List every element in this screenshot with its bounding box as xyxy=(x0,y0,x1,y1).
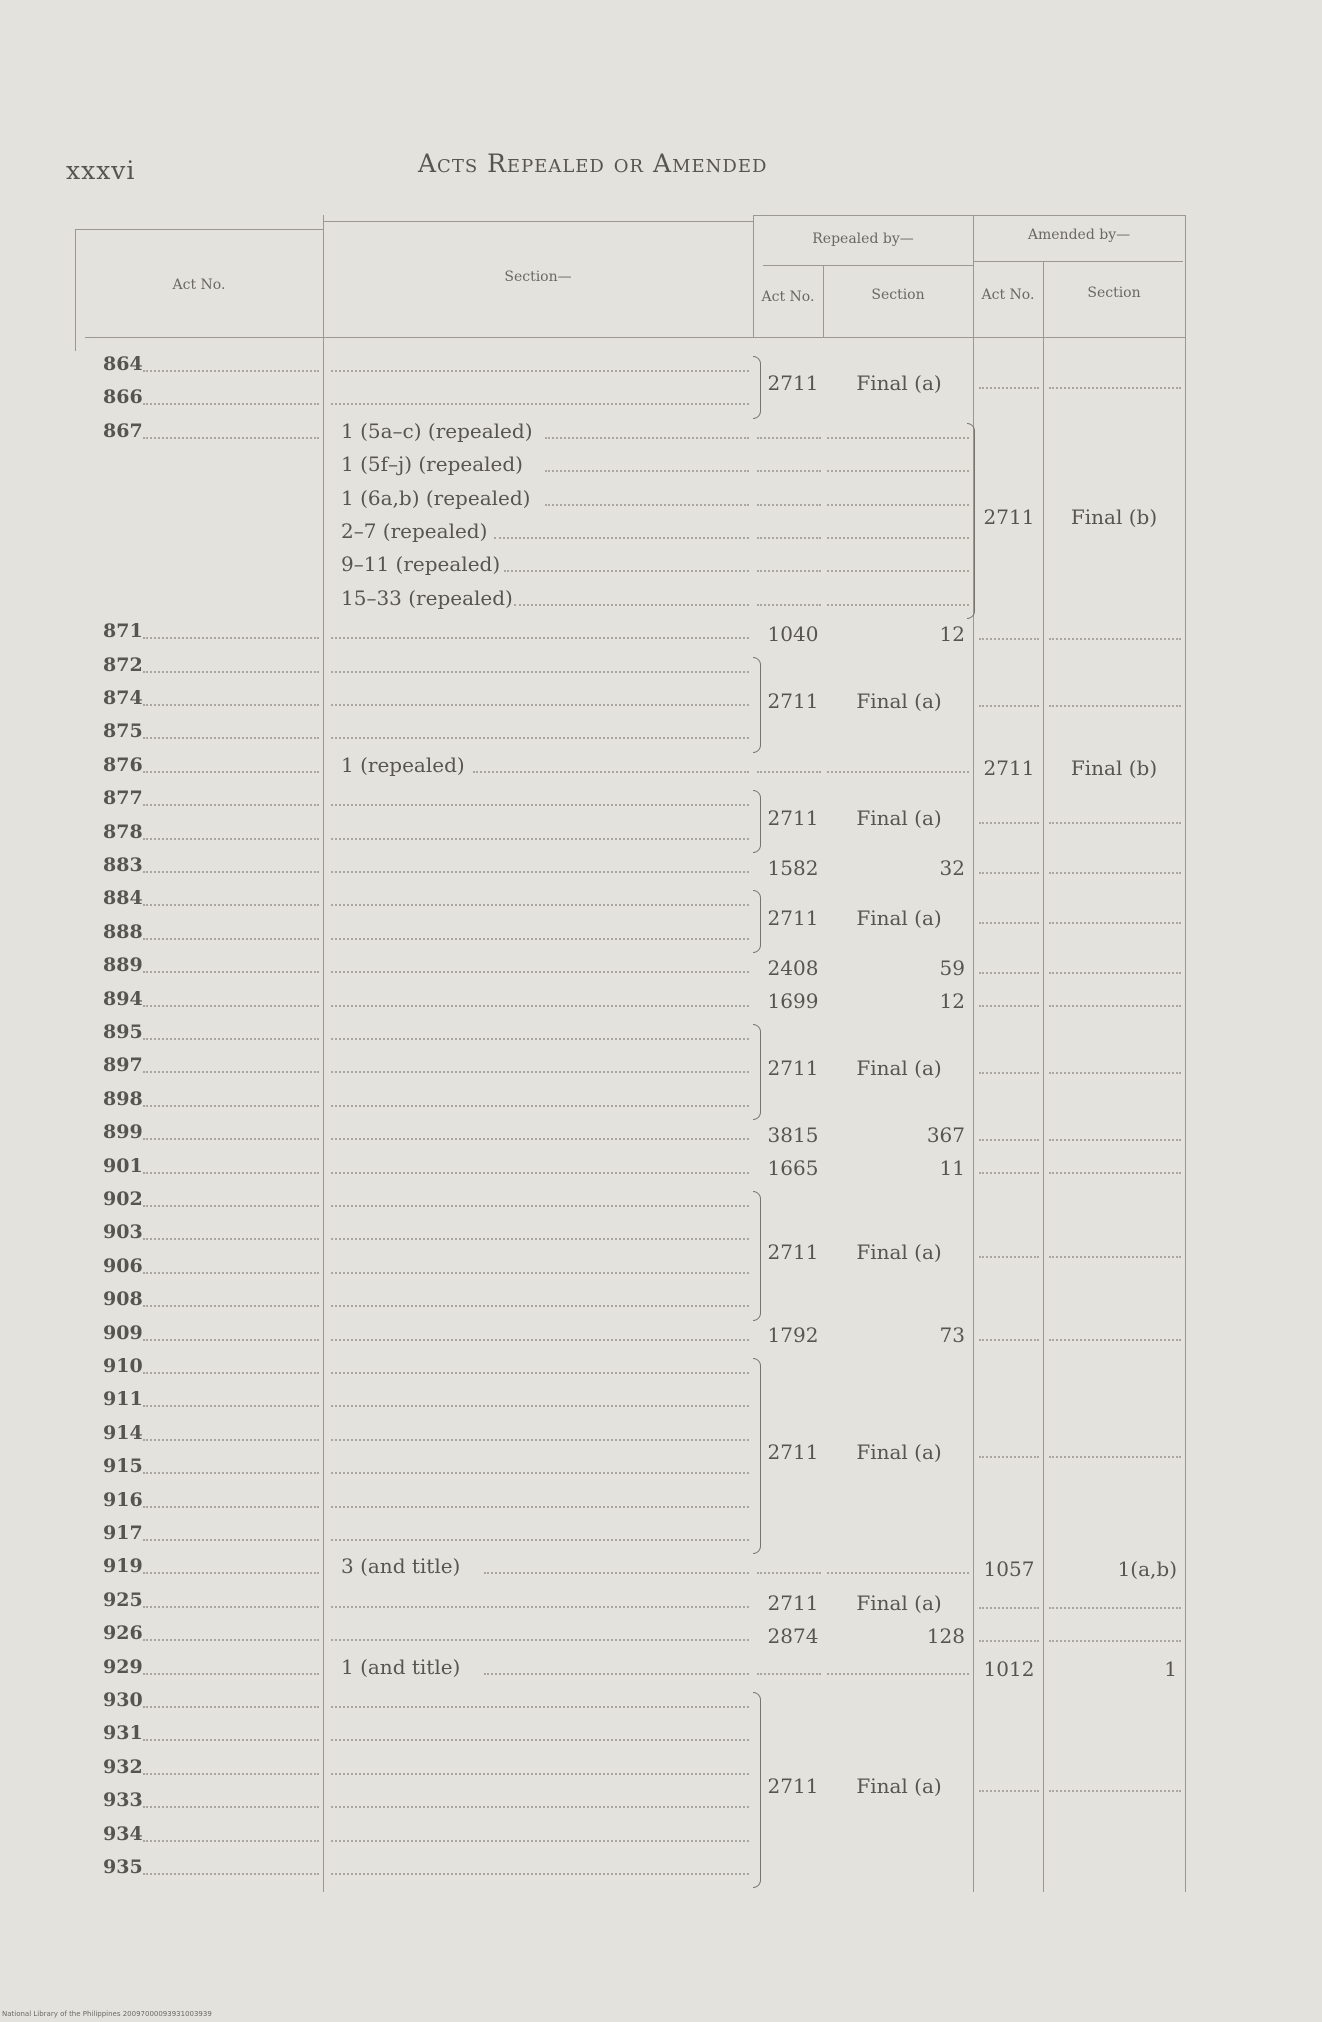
dot-leader xyxy=(143,1739,319,1741)
dot-leader xyxy=(331,1071,749,1073)
act-number: 919 xyxy=(103,1555,143,1578)
dot-leader xyxy=(979,1139,1039,1141)
dot-leader xyxy=(1049,1790,1181,1792)
dot-leader xyxy=(143,1172,319,1174)
dot-leader xyxy=(331,1539,749,1541)
repealed-section: Final (a) xyxy=(856,805,942,830)
dot-leader xyxy=(473,771,749,773)
dot-leader xyxy=(494,537,749,539)
dot-leader xyxy=(331,1272,749,1274)
act-number: 871 xyxy=(103,620,143,643)
dot-leader xyxy=(827,1572,969,1574)
dot-leader xyxy=(143,1773,319,1775)
repealed-act-number: 1582 xyxy=(767,855,819,880)
acts-table xyxy=(75,209,1185,1878)
dot-leader xyxy=(1049,1172,1181,1174)
act-number: 933 xyxy=(103,1789,143,1812)
section-text: 1 (repealed) xyxy=(341,752,465,777)
dot-leader xyxy=(979,1456,1039,1458)
dot-leader xyxy=(143,1439,319,1441)
dot-leader xyxy=(1049,1072,1181,1074)
dot-leader xyxy=(143,1673,319,1675)
dot-leader xyxy=(143,1405,319,1407)
repealed-section: Final (a) xyxy=(856,905,942,930)
amended-group-underline xyxy=(973,261,1183,262)
dot-leader xyxy=(331,1439,749,1441)
act-number: 915 xyxy=(103,1455,143,1478)
section-text: 2–7 (repealed) xyxy=(341,519,488,543)
repealed-section: 59 xyxy=(939,955,965,980)
dot-leader xyxy=(143,1005,319,1007)
dot-leader xyxy=(143,1238,319,1240)
repealed-section: Final (a) xyxy=(856,371,942,396)
dot-leader xyxy=(331,403,749,405)
dot-leader xyxy=(331,838,749,840)
repealed-section: 73 xyxy=(939,1323,965,1348)
repealed-act-number: 1699 xyxy=(767,989,819,1014)
act-number: 932 xyxy=(103,1755,143,1778)
repealed-section: Final (a) xyxy=(856,1239,942,1264)
dot-leader xyxy=(143,804,319,806)
dot-leader xyxy=(143,671,319,673)
grouping-brace xyxy=(967,423,975,619)
dot-leader xyxy=(143,1572,319,1574)
act-number: 914 xyxy=(103,1421,143,1444)
act-number: 883 xyxy=(103,854,143,876)
dot-leader xyxy=(484,1673,749,1675)
act-number: 878 xyxy=(103,820,143,843)
column-divider xyxy=(323,337,324,1892)
repealed-section: Final (a) xyxy=(856,1590,942,1615)
dot-leader xyxy=(757,570,821,572)
repealed-act-number: 2711 xyxy=(767,1056,819,1081)
dot-leader xyxy=(484,1572,749,1574)
dot-leader xyxy=(143,1806,319,1808)
dot-leader xyxy=(143,1472,319,1474)
dot-leader xyxy=(143,704,319,706)
dot-leader xyxy=(979,1339,1039,1341)
dot-leader xyxy=(331,1305,749,1307)
dot-leader xyxy=(1049,638,1181,640)
dot-leader xyxy=(331,1739,749,1741)
dot-leader xyxy=(979,1172,1039,1174)
dot-leader xyxy=(331,1172,749,1174)
repealed-act-number: 1792 xyxy=(767,1323,819,1348)
act-number: 898 xyxy=(103,1087,143,1110)
repealed-section: 367 xyxy=(926,1122,965,1147)
act-number: 894 xyxy=(103,987,143,1010)
header-bottom-border xyxy=(85,337,1185,338)
dot-leader xyxy=(143,1372,319,1374)
dot-leader xyxy=(979,1790,1039,1792)
table-top-border xyxy=(323,221,753,222)
dot-leader xyxy=(545,470,749,472)
scan-footer: National Library of the Philippines 20097000093931003939 xyxy=(2,2010,212,2018)
dot-leader xyxy=(331,804,749,806)
act-number: 930 xyxy=(103,1689,143,1711)
dot-leader xyxy=(331,1606,749,1608)
act-number: 875 xyxy=(103,720,143,743)
grouping-brace xyxy=(753,657,761,753)
page-number: xxxvi xyxy=(66,156,136,185)
table-top-border xyxy=(75,229,323,230)
act-number: 902 xyxy=(103,1188,143,1210)
dot-leader xyxy=(143,1873,319,1875)
repealed-act-number: 2408 xyxy=(767,955,819,980)
dot-leader xyxy=(1049,1456,1181,1458)
header-amended-by: Amended by— xyxy=(1027,227,1131,243)
header-section: Section— xyxy=(504,269,572,285)
dot-leader xyxy=(331,1405,749,1407)
dot-leader xyxy=(143,1038,319,1040)
grouping-brace xyxy=(753,1191,761,1321)
act-number: 935 xyxy=(103,1856,143,1878)
dot-leader xyxy=(1049,1256,1181,1258)
column-divider xyxy=(1185,337,1186,1892)
act-number: 899 xyxy=(103,1121,143,1144)
dot-leader xyxy=(979,1072,1039,1074)
dot-leader xyxy=(545,437,749,439)
dot-leader xyxy=(1049,872,1181,874)
section-text: 1 (6a,b) (repealed) xyxy=(341,485,531,510)
dot-leader xyxy=(143,1539,319,1541)
act-number: 867 xyxy=(103,419,143,442)
amended-act-number: 2711 xyxy=(983,505,1035,529)
dot-leader xyxy=(1049,1607,1181,1609)
act-number: 931 xyxy=(103,1722,143,1745)
dot-leader xyxy=(514,604,749,606)
dot-leader xyxy=(1049,1139,1181,1141)
dot-leader xyxy=(504,570,749,572)
section-text: 9–11 (repealed) xyxy=(341,552,501,577)
act-number: 866 xyxy=(103,386,143,409)
column-divider xyxy=(1043,337,1044,1892)
dot-leader xyxy=(827,771,969,773)
act-number: 897 xyxy=(103,1054,143,1077)
dot-leader xyxy=(979,972,1039,974)
dot-leader xyxy=(143,904,319,906)
repealed-section: 11 xyxy=(939,1156,965,1181)
repealed-section: 32 xyxy=(939,855,965,880)
dot-leader xyxy=(331,1372,749,1374)
act-number: 903 xyxy=(103,1221,143,1244)
dot-leader xyxy=(331,1773,749,1775)
amended-act-number: 2711 xyxy=(983,755,1035,780)
dot-leader xyxy=(331,938,749,940)
dot-leader xyxy=(143,737,319,739)
dot-leader xyxy=(757,504,821,506)
act-number: 888 xyxy=(103,920,143,943)
header-repealed-section: Section xyxy=(871,287,925,303)
repealed-act-number: 2711 xyxy=(767,1239,819,1264)
act-number: 934 xyxy=(103,1822,143,1845)
header-repealed-by: Repealed by— xyxy=(812,231,914,247)
dot-leader xyxy=(1049,1339,1181,1341)
dot-leader xyxy=(143,1639,319,1641)
repealed-section: 12 xyxy=(939,989,965,1014)
dot-leader xyxy=(827,470,969,472)
dot-leader xyxy=(1049,1005,1181,1007)
dot-leader xyxy=(827,604,969,606)
repealed-act-number: 2711 xyxy=(767,1440,819,1465)
dot-leader xyxy=(143,938,319,940)
dot-leader xyxy=(979,705,1039,707)
dot-leader xyxy=(143,1105,319,1107)
act-number: 884 xyxy=(103,887,143,910)
grouping-brace xyxy=(753,356,761,419)
grouping-brace xyxy=(753,1358,761,1554)
dot-leader xyxy=(331,370,749,372)
dot-leader xyxy=(757,604,821,606)
dot-leader xyxy=(331,1205,749,1207)
dot-leader xyxy=(331,871,749,873)
section-text: 15–33 (repealed) xyxy=(341,585,513,610)
dot-leader xyxy=(331,1806,749,1808)
act-number: 917 xyxy=(103,1522,143,1544)
page-title: Acts Repealed or Amended xyxy=(418,149,768,178)
dot-leader xyxy=(331,1506,749,1508)
amended-act-number: 1012 xyxy=(983,1657,1035,1682)
act-number: 906 xyxy=(103,1254,143,1277)
grouping-brace xyxy=(753,1692,761,1888)
dot-leader xyxy=(331,671,749,673)
dot-leader xyxy=(979,1256,1039,1258)
dot-leader xyxy=(331,1005,749,1007)
repealed-act-number: 2711 xyxy=(767,905,819,930)
repealed-act-number: 2711 xyxy=(767,1590,819,1615)
grouping-brace xyxy=(753,790,761,853)
dot-leader xyxy=(979,1640,1039,1642)
dot-leader xyxy=(979,638,1039,640)
repealed-act-number: 1665 xyxy=(767,1156,819,1181)
section-text: 1 (5a–c) (repealed) xyxy=(341,418,533,443)
header-repealed-act-no: Act No. xyxy=(761,289,815,305)
dot-leader xyxy=(1049,972,1181,974)
act-number: 926 xyxy=(103,1622,143,1645)
dot-leader xyxy=(979,922,1039,924)
dot-leader xyxy=(979,822,1039,824)
repealed-section: 128 xyxy=(926,1623,965,1648)
dot-leader xyxy=(331,1639,749,1641)
dot-leader xyxy=(1049,705,1181,707)
dot-leader xyxy=(331,637,749,639)
column-divider xyxy=(1185,215,1186,337)
dot-leader xyxy=(757,1673,821,1675)
dot-leader xyxy=(1049,922,1181,924)
dot-leader xyxy=(143,403,319,405)
dot-leader xyxy=(143,437,319,439)
dot-leader xyxy=(757,537,821,539)
dot-leader xyxy=(143,1272,319,1274)
dot-leader xyxy=(331,1840,749,1842)
dot-leader xyxy=(979,872,1039,874)
dot-leader xyxy=(143,1706,319,1708)
repealed-section: Final (a) xyxy=(856,1440,942,1465)
act-number: 929 xyxy=(103,1655,143,1678)
dot-leader xyxy=(331,1472,749,1474)
repealed-section: 12 xyxy=(939,621,965,646)
repealed-section: Final (a) xyxy=(856,1774,942,1799)
dot-leader xyxy=(1049,822,1181,824)
dot-leader xyxy=(757,771,821,773)
grouping-brace xyxy=(753,1024,761,1120)
dot-leader xyxy=(331,1706,749,1708)
amended-section: Final (b) xyxy=(1070,505,1158,529)
dot-leader xyxy=(331,1038,749,1040)
dot-leader xyxy=(827,504,969,506)
dot-leader xyxy=(143,1305,319,1307)
repealed-act-number: 2711 xyxy=(767,805,819,830)
act-number: 864 xyxy=(103,353,143,375)
dot-leader xyxy=(143,1205,319,1207)
dot-leader xyxy=(1049,1640,1181,1642)
act-number: 910 xyxy=(103,1355,143,1377)
dot-leader xyxy=(979,1005,1039,1007)
dot-leader xyxy=(331,737,749,739)
dot-leader xyxy=(331,1238,749,1240)
act-number: 889 xyxy=(103,954,143,977)
dot-leader xyxy=(979,387,1039,389)
dot-leader xyxy=(827,1673,969,1675)
act-number: 925 xyxy=(103,1588,143,1611)
amended-section: Final (b) xyxy=(1070,755,1158,780)
section-text: 1 (5f–j) (repealed) xyxy=(341,452,523,477)
dot-leader xyxy=(143,1071,319,1073)
amended-section: 1(a,b) xyxy=(1117,1557,1177,1582)
dot-leader xyxy=(979,1607,1039,1609)
act-number: 908 xyxy=(103,1288,143,1311)
dot-leader xyxy=(757,1572,821,1574)
repealed-act-number: 1040 xyxy=(767,621,819,646)
dot-leader xyxy=(331,1339,749,1341)
repealed-act-number: 3815 xyxy=(767,1122,819,1147)
dot-leader xyxy=(143,1606,319,1608)
dot-leader xyxy=(143,370,319,372)
section-text: 1 (and title) xyxy=(341,1654,461,1679)
repealed-group-underline xyxy=(763,265,973,266)
section-text: 3 (and title) xyxy=(341,1554,461,1579)
dot-leader xyxy=(331,704,749,706)
dot-leader xyxy=(757,470,821,472)
dot-leader xyxy=(143,1339,319,1341)
dot-leader xyxy=(143,838,319,840)
dot-leader xyxy=(143,871,319,873)
dot-leader xyxy=(827,437,969,439)
header-amended-act-no: Act No. xyxy=(981,287,1035,303)
dot-leader xyxy=(827,570,969,572)
table-top-border xyxy=(753,215,1185,216)
dot-leader xyxy=(827,537,969,539)
dot-leader xyxy=(143,1840,319,1842)
amended-section: 1 xyxy=(1164,1657,1177,1682)
dot-leader xyxy=(143,971,319,973)
dot-leader xyxy=(143,771,319,773)
act-number: 911 xyxy=(103,1388,143,1411)
dot-leader xyxy=(143,1138,319,1140)
act-number: 874 xyxy=(103,687,143,709)
header-amended-section: Section xyxy=(1087,285,1141,301)
repealed-act-number: 2711 xyxy=(767,371,819,396)
dot-leader xyxy=(331,1105,749,1107)
dot-leader xyxy=(331,904,749,906)
repealed-section: Final (a) xyxy=(856,688,942,713)
header-act-no: Act No. xyxy=(172,277,226,293)
dot-leader xyxy=(545,504,749,506)
act-number: 872 xyxy=(103,653,143,676)
dot-leader xyxy=(143,1506,319,1508)
repealed-section: Final (a) xyxy=(856,1056,942,1081)
dot-leader xyxy=(143,637,319,639)
grouping-brace xyxy=(753,890,761,953)
act-number: 895 xyxy=(103,1021,143,1043)
act-number: 876 xyxy=(103,753,143,776)
act-number: 877 xyxy=(103,787,143,810)
repealed-act-number: 2874 xyxy=(767,1623,819,1648)
repealed-act-number: 2711 xyxy=(767,1774,819,1799)
repealed-act-number: 2711 xyxy=(767,688,819,713)
act-number: 916 xyxy=(103,1488,143,1511)
dot-leader xyxy=(331,971,749,973)
act-number: 909 xyxy=(103,1321,143,1344)
amended-act-number: 1057 xyxy=(983,1557,1035,1582)
dot-leader xyxy=(331,1873,749,1875)
act-number: 901 xyxy=(103,1154,143,1177)
dot-leader xyxy=(1049,387,1181,389)
dot-leader xyxy=(757,437,821,439)
dot-leader xyxy=(331,1138,749,1140)
